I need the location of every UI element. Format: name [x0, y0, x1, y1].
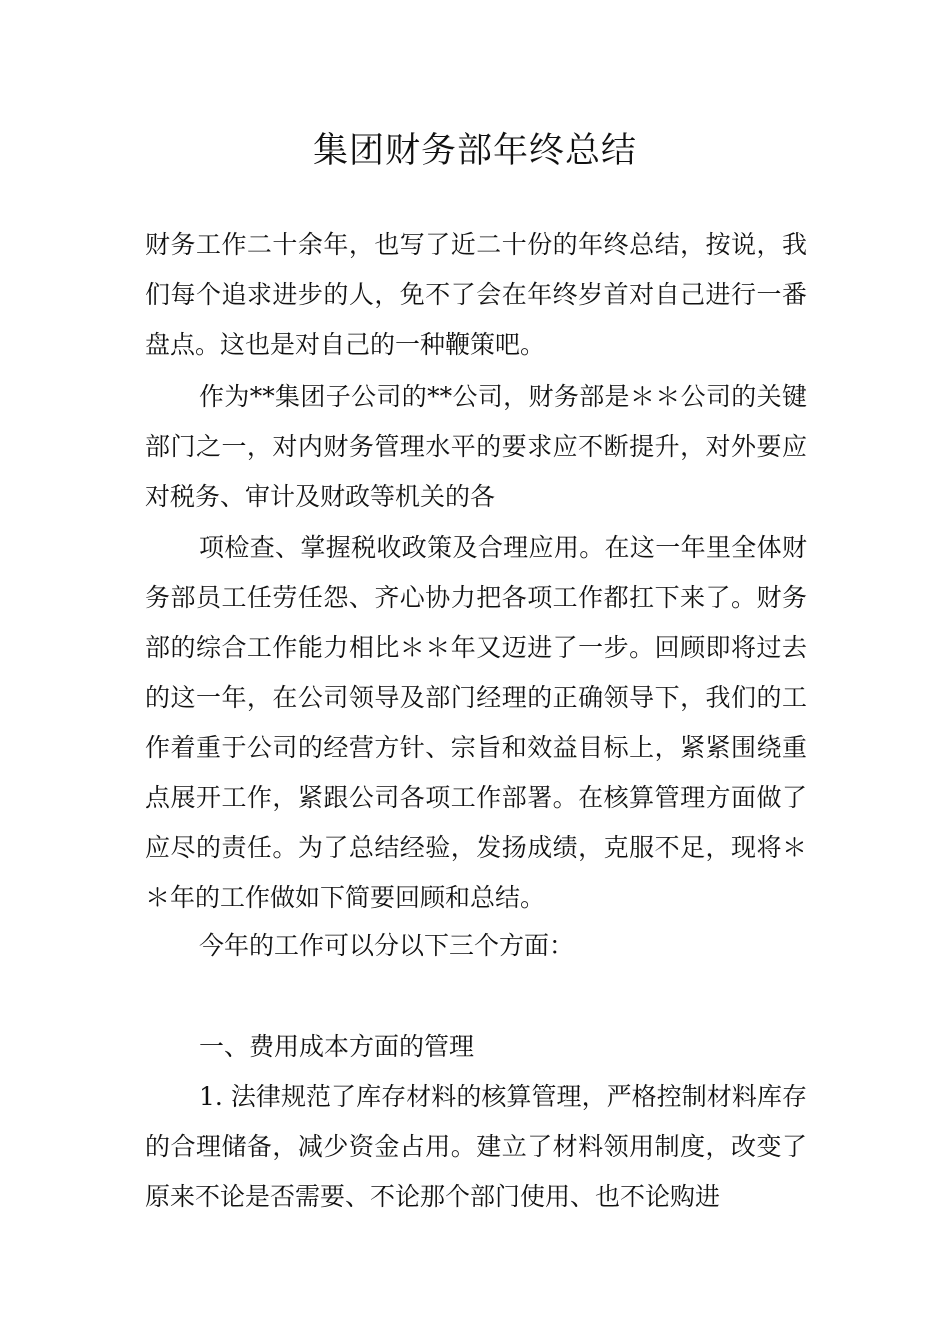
paragraph-three-aspects: 今年的工作可以分以下三个方面：: [199, 931, 575, 960]
paragraph-intro: 财务工作二十余年，也写了近二十份的年终总结，按说，我们每个追求进步的人，免不了会在年终岁首对自己进行一番盘点。这也是对自己的一种鞭策吧。: [145, 230, 807, 359]
list-item-inventory-management: 1. 法律规范了库存材料的核算管理，严格控制材料库存的合理储备，减少资金占用。建立了材料领用制度，改变了原来不论是否需要、不论那个部门使用、也不论购进: [145, 1082, 807, 1211]
paragraph-department-role: 作为**集团子公司的**公司，财务部是＊＊公司的关键部门之一，对内财务管理水平的要求应不断提升，对外要应对税务、审计及财政等机关的各: [145, 382, 807, 511]
document-title: 集团财务部年终总结: [312, 131, 637, 171]
section-heading-cost-management: 一、费用成本方面的管理: [199, 1032, 475, 1061]
paragraph-year-review: 项检查、掌握税收政策及合理应用。在这一年里全体财务部员工任劳任怨、齐心协力把各项工作都扛下来了。财务部的综合工作能力相比＊＊年又迈进了一步。回顾即将过去的这一年，在公司领导及部门经理的正确领导下，我们的工作着重于公司的经营方针、宗旨和效益目标上，紧紧围绕重点展开工作，紧跟公司各项工作部署。在核算管理方面做了应尽的责任。为了总结经验，发扬成绩，克服不足，现将＊＊年的工作做如下简要回顾和总结。: [145, 533, 807, 912]
